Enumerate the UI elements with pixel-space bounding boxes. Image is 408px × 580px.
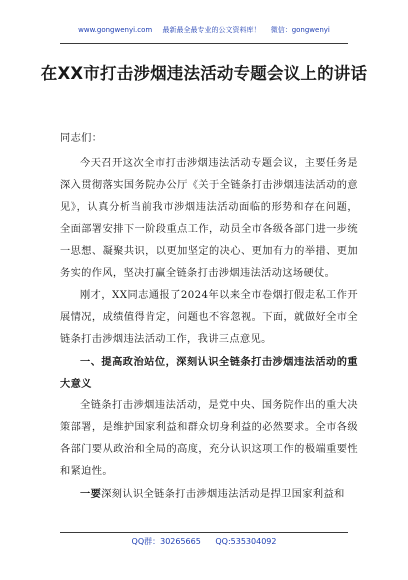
header-divider — [60, 43, 348, 44]
header-slogan: 最新最全最专业的公文资料库！ — [162, 26, 261, 34]
point-paragraph — [60, 483, 358, 506]
header-wechat: 微信：gongwenyi — [270, 26, 330, 34]
page-header — [0, 26, 408, 44]
footer-qq-group: QQ群：30265665 — [131, 537, 201, 546]
document-body — [60, 128, 358, 506]
point-text: 深刻认识全链条打击涉烟违法活动是捍卫国家利益和 — [101, 489, 345, 500]
footer-divider — [60, 532, 348, 533]
point-lead: 一要 — [80, 488, 102, 500]
section-paragraph: 全链条打击涉烟违法活动，是党中央、国务院作出的重大决策部署，是维护国家利益和群众切身利益的必然要求。全市各级各部门要从政治和全局的高度，充分认识这项工作的极端重要性和紧迫性。 — [60, 400, 358, 477]
body-paragraph: 刚才，XX同志通报了2024年以来全市卷烟打假走私工作开展情况，成绩值得肯定，问题也不容忽视。下面，就做好全市全链条打击涉烟违法活动工作，我讲三点意见。 — [60, 290, 358, 345]
footer-qq: QQ:535304092 — [215, 537, 277, 546]
header-site[interactable]: www.gongwenyi.com — [78, 26, 153, 34]
page-footer — [0, 536, 408, 547]
section-heading: 一、提高政治站位，深刻认识全链条打击涉烟违法活动的重大意义 — [60, 356, 358, 390]
greeting: 同志们： — [60, 133, 103, 144]
body-paragraph: 今天召开这次全市打击涉烟违法活动专题会议，主要任务是深入贯彻落实国务院办公厅《关于全链条打击涉烟违法活动的意见》，认真分析当前我市涉烟违法活动面临的形势和存在问题，全面部署安排下一阶段重点工作，动员全市各级各部门进一步统一思想、凝聚共识，以更加坚定的决心、更加有力的举措、更加务实的作风，坚决打赢全链条打击涉烟违法活动这场硬仗。 — [60, 158, 358, 279]
document-title: 在XX市打击涉烟违法活动专题会议上的讲话 — [40, 64, 368, 83]
